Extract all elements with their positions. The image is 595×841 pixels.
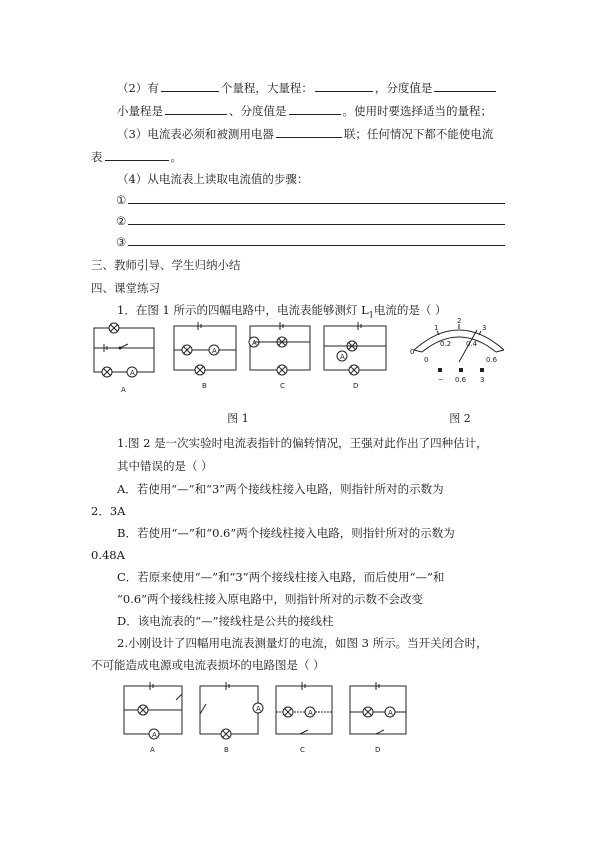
exercise-2-option-a-2: 2．3A [91,504,126,518]
fig3-label-d: D [375,746,381,754]
q4-step-3-label: ③ [116,235,127,249]
fig3-label-c: C [300,746,305,754]
fig3-circuit-d [350,682,406,734]
exercise-3-line-1: 2.小刚设计了四幅用电流表测量灯的电流，如图 3 所示。当开关闭合时， [117,636,488,650]
blank-small-range[interactable] [165,103,227,115]
circuit-d-ammeter-label: A [340,353,345,361]
q3-line-1: （3）电流表必须和被测用电器 联；任何情况下都不能使电流 [117,127,494,141]
circuit-c-label: C [280,382,285,390]
exercise-1-question: 1．在图 1 所示的四幅电路中，电流表能够测灯 $L_1$电流的是（ ） [117,303,447,320]
figure-2-ammeter [404,318,514,388]
q4-step-1-label: ① [116,193,127,207]
figure-1-caption: 图 1 [227,412,249,425]
circuit-a-ammeter-label: A [130,369,135,377]
fig3-circuit-c [276,682,332,734]
blank-large-division[interactable] [434,80,496,92]
circuit-b [174,322,236,375]
q2-line-2: 小量程是 、分度值是 。使用时要选择适当的量程； [117,104,492,118]
q3-line-2: 表 。 [91,150,182,164]
gauge-terminal-3: 3 [480,376,485,384]
gauge-terminal-06: 0.6 [455,376,467,384]
circuit-d-label: D [353,382,359,390]
circuit-a-label: A [121,386,126,394]
section-3-heading: 三、教师引导、学生归纳小结 [91,258,241,272]
gauge-scale-inner-04: 0.4 [466,340,478,348]
gauge-scale-inner-06: 0.6 [486,356,498,364]
exercise-3-line-2: 不可能造成电源或电流表损坏的电路图是（ ） [91,658,325,672]
circuit-d [324,322,386,375]
q4-step-2-label: ② [116,214,127,228]
fig3-circuit-b [200,682,263,739]
circuit-c [249,322,310,375]
exercise-2-option-a-1[interactable]: A．若使用“—”和“3”两个接线柱接入电路，则指针所对的示数为 [117,482,444,496]
q4-step-1-line[interactable] [128,203,505,204]
q2-line-1: （2）有 个量程，大量程： ，分度值是 [117,80,498,95]
exercise-2-line-1: 1.图 2 是一次实验时电流表指针的偏转情况，王强对此作出了四种估计， [117,436,488,450]
gauge-terminal-minus: − [438,376,444,384]
circuit-b-ammeter-label: A [212,347,217,355]
q4-step-3-line[interactable] [128,245,505,246]
figure-1-circuits [92,318,422,398]
fig3-b-ammeter-label: A [256,705,261,713]
gauge-scale-inner-0: 0 [424,356,429,364]
exercise-2-option-c-2: “0.6”两个接线柱接入原电路中，则指针所对的示数不会改变 [117,592,424,606]
blank-forbidden[interactable] [105,149,169,161]
gauge-scale-1: 1 [434,324,439,332]
blank-small-division[interactable] [289,103,341,115]
fig3-label-b: B [224,746,229,754]
gauge-scale-3: 3 [482,324,487,332]
figure-3-circuits [120,678,440,758]
circuit-b-label: B [202,382,207,390]
blank-large-range[interactable] [315,80,373,92]
fig3-a-ammeter-label: A [152,731,157,739]
q4-step-2-line[interactable] [128,224,505,225]
circuit-a [94,323,154,377]
fig3-c-ammeter-label: A [308,709,313,717]
exercise-2-option-b-1[interactable]: B．若使用“—”和“0.6”两个接线柱接入电路，则指针所对的示数为 [117,526,455,540]
q4-title: （4）从电流表上读取电流值的步骤： [117,172,309,186]
blank-range-count[interactable] [161,80,219,92]
section-4-heading: 四、课堂练习 [91,281,160,295]
circuit-c-ammeter-label: A [252,339,257,347]
exercise-2-option-b-2: 0.48A [91,548,125,562]
fig3-label-a: A [150,746,155,754]
exercise-2-option-c-1[interactable]: C．若原来使用“—”和“3”两个接线柱接入电路，而后使用“—”和 [117,570,445,584]
gauge-scale-0: 0 [410,348,415,356]
gauge-scale-2: 2 [457,317,462,325]
fig3-d-ammeter-label: A [388,709,393,717]
blank-connection-type[interactable] [276,126,342,138]
figure-2-caption: 图 2 [449,412,471,425]
exercise-2-option-d[interactable]: D．该电流表的“—”接线柱是公共的接线柱 [117,614,334,628]
exercise-2-line-2: 其中错误的是（ ） [117,459,213,473]
gauge-scale-inner-02: 0.2 [440,340,452,348]
